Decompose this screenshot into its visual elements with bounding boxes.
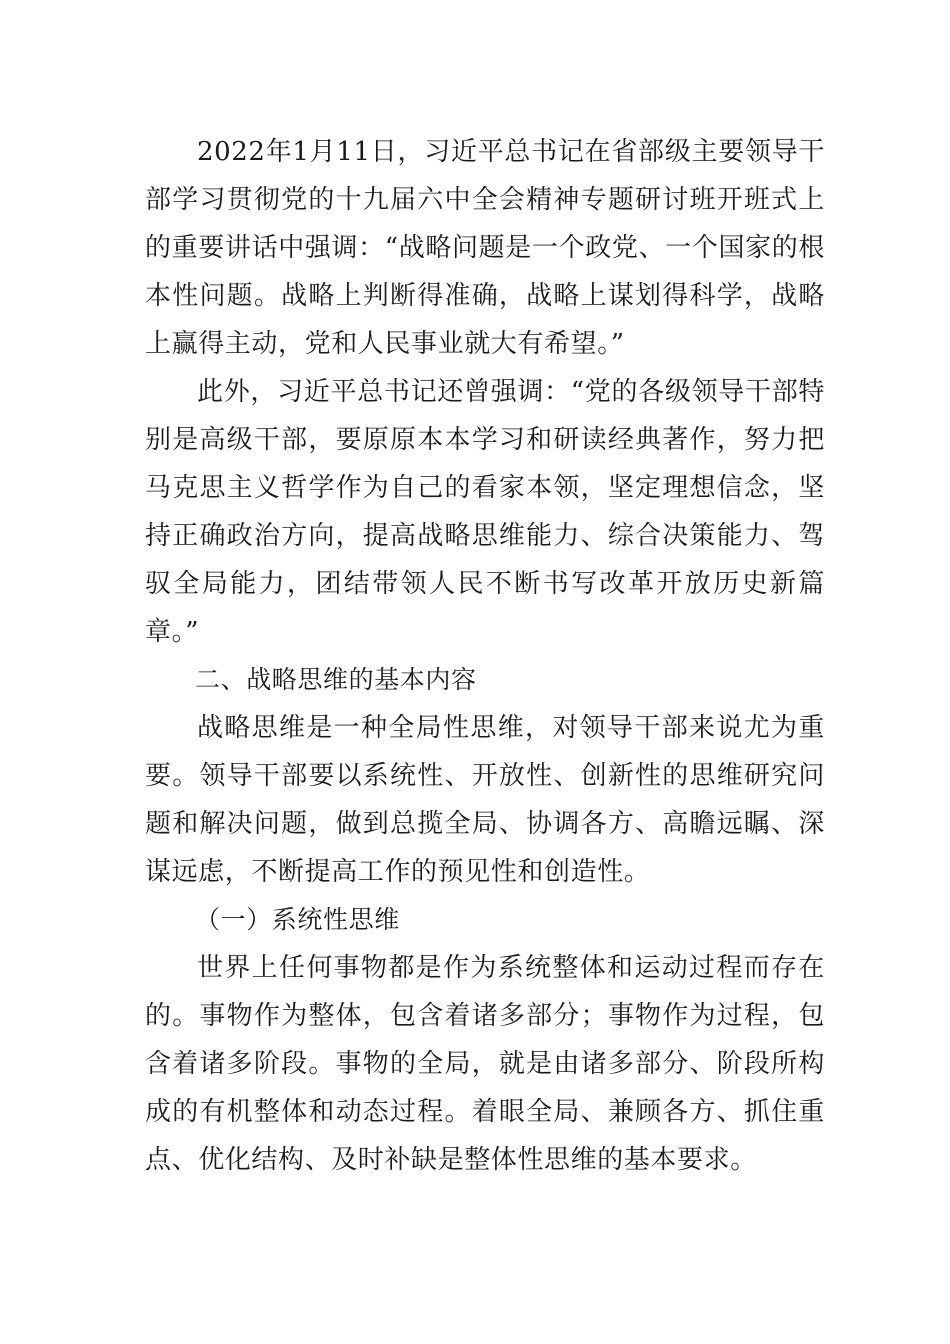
paragraph-subsection: 世界上任何事物都是作为系统整体和运动过程而存在的。事物作为整体，包含着诸多部分；事物作为过程，包含着诸多阶段。事物的全局，就是由诸多部分、阶段所构成的有机整体和动态过程。着眼全局、兼顾各方、抓住重点、优化结构、及时补缺是整体性思维的基本要求。 bbox=[145, 953, 825, 1175]
document-body bbox=[145, 128, 825, 1184]
paragraph-intro: 2022年1月11日，习近平总书记在省部级主要领导干部学习贯彻党的十九届六中全会精神专题研讨班开班式上的重要讲话中强调：“战略问题是一个政党、一个国家的根本性问题。战略上判断得准确，战略上谋划得科学，战略上赢得主动，党和人民事业就大有希望。” bbox=[145, 137, 825, 359]
subsection-heading: （一）系统性思维 bbox=[195, 905, 400, 934]
paragraph-section: 战略思维是一种全局性思维，对领导干部来说尤为重要。领导干部要以系统性、开放性、创新性的思维研究问题和解决问题，做到总揽全局、协调各方、高瞻远瞩、深谋远虑，不断提高工作的预见性和创造性。 bbox=[145, 713, 825, 887]
section-heading: 二、战略思维的基本内容 bbox=[195, 665, 477, 694]
paragraph-quote: 此外，习近平总书记还曾强调：“党的各级领导干部特别是高级干部，要原原本本学习和研读经典著作，努力把马克思主义哲学作为自己的看家本领，坚定理想信念，坚持正确政治方向，提高战略思维能力、综合决策能力、驾驭全局能力，团结带领人民不断书写改革开放历史新篇章。” bbox=[145, 377, 825, 647]
